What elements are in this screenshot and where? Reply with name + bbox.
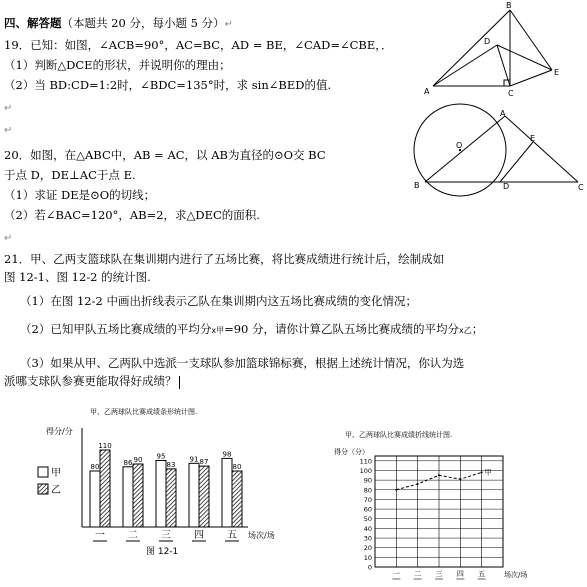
q20-label-a: A	[500, 109, 506, 118]
xbar-yi: x乙	[459, 326, 472, 335]
return-mark: ↵	[4, 125, 13, 136]
q20-part2: （2）若∠BAC=120°，AB=2，求△DEC的面积.	[4, 208, 260, 222]
q19-label-e: E	[554, 68, 560, 77]
q21-stem2: 图 12-1、图 12-2 的统计图.	[4, 270, 151, 284]
q19-label-b: B	[506, 1, 512, 10]
y-tick-label: 100	[359, 466, 372, 475]
bar-chart-caption: 图 12-1	[146, 547, 179, 557]
bar-value-label: 95	[156, 452, 166, 461]
bar-category-label: 三	[161, 530, 171, 541]
x-tick-label: 四	[456, 570, 464, 578]
legend-label-jia: 甲	[51, 468, 61, 479]
q20-stem2: 于点 D，DE⊥AC于点 E.	[4, 168, 136, 182]
q21-part2: （2）已知甲队五场比赛成绩的平均分x甲=90 分，请你计算乙队五场比赛成绩的平均分x乙；	[20, 322, 484, 336]
q19-part1: （1）判断△DCE的形状，并说明你的理由；	[4, 58, 231, 72]
bar-category-label: 四	[194, 530, 204, 541]
bar-value-label: 110	[98, 442, 112, 450]
bar-value-label: 91	[189, 455, 199, 464]
q20-label-c: C	[578, 183, 584, 192]
bar-value-label: 98	[222, 450, 232, 459]
legend-label-yi: 乙	[51, 485, 61, 496]
bar-category-label: 二	[128, 530, 138, 541]
q19-part2: （2）当 BD:CD=1:2时，∠BDC=135°时，求 sin∠BED的值.	[4, 78, 332, 92]
return-mark: ↵	[4, 103, 13, 114]
y-tick-label: 50	[363, 515, 372, 524]
q20-part1: （1）求证 DE是⊙O的切线；	[4, 188, 156, 202]
bar-value-label: 90	[133, 456, 143, 464]
series-point	[417, 483, 419, 485]
xbar-jia: x甲	[211, 326, 225, 335]
q20-stem1: 20．如图，在△ABC中，AB = AC，以 AB为直径的⊙O交 BC	[4, 148, 326, 162]
section-header: 四、解答题（本题共 20 分，每小题 5 分）↵	[4, 16, 233, 30]
line-chart-title: 甲、乙两球队比赛成绩折线统计图.	[345, 431, 453, 439]
bar-value-label: 87	[199, 458, 209, 467]
bar-chart-ylabel: 得分/分	[46, 427, 73, 436]
section-note: （本题共 20 分，每小题 5 分）	[61, 16, 225, 30]
q20-label-o: O	[456, 141, 463, 150]
y-tick-label: 10	[363, 553, 372, 562]
line-chart-xlabel: 场次/场	[504, 571, 528, 579]
x-tick-label: 五	[478, 570, 486, 578]
q21-part3a: （3）如果从甲、乙两队中选派一支球队参加篮球锦标赛，根据上述统计情况，你认为选	[20, 356, 465, 370]
q20-label-e: E	[530, 134, 536, 143]
series-name-label: 甲	[484, 468, 492, 477]
q20-label-d: D	[503, 182, 510, 191]
return-mark: ↵	[4, 233, 13, 244]
q21-part3b: 派哪支球队参赛更能取得好成绩？	[4, 374, 180, 389]
y-tick-label: 110	[359, 457, 372, 466]
y-tick-label: 70	[363, 495, 372, 504]
series-point	[395, 489, 397, 491]
q21-stem1: 21．甲、乙两支篮球队在集训期内进行了五场比赛，将比赛成绩进行统计后，绘制成如	[4, 252, 445, 266]
series-point	[438, 474, 440, 476]
q19-label-a: A	[424, 87, 430, 96]
y-tick-label: 80	[363, 486, 372, 495]
x-tick-label: 三	[435, 570, 443, 578]
y-tick-label: 40	[363, 524, 372, 533]
y-tick-label: 30	[363, 534, 372, 543]
x-tick-label: 一	[392, 570, 400, 578]
series-point	[459, 478, 461, 480]
bar-chart-title: 甲、乙两球队比赛成绩条形统计图.	[90, 408, 198, 416]
bar-value-label: 83	[166, 460, 176, 469]
line-chart-ylabel: 得分（分）	[334, 448, 369, 456]
q19-label-d: D	[484, 37, 491, 46]
bar-value-label: 80	[90, 463, 100, 471]
x-tick-label: 二	[414, 570, 422, 578]
bar-category-label: 一	[95, 530, 105, 541]
bar-chart-xlabel: 场次/场	[248, 531, 275, 540]
y-tick-label: 90	[363, 476, 372, 485]
q19-stem: 19．已知：如图，∠ACB=90°，AC=BC，AD = BE，∠CAD=∠CBE，．	[4, 38, 393, 52]
q20-label-b: B	[414, 181, 420, 190]
series-point	[481, 471, 483, 473]
section-title: 四、解答题	[4, 16, 62, 30]
y-tick-label: 60	[363, 505, 372, 514]
bar-value-label: 86	[123, 458, 133, 467]
y-tick-label: 20	[363, 544, 372, 553]
q19-label-c: C	[508, 89, 514, 98]
q21-part1: （1）在图 12-2 中画出折线表示乙队在集训期内这五场比赛成绩的变化情况；	[20, 294, 417, 308]
bar-value-label: 80	[232, 463, 242, 471]
y-tick-label: 0	[367, 563, 372, 572]
bar-category-label: 五	[227, 530, 237, 541]
